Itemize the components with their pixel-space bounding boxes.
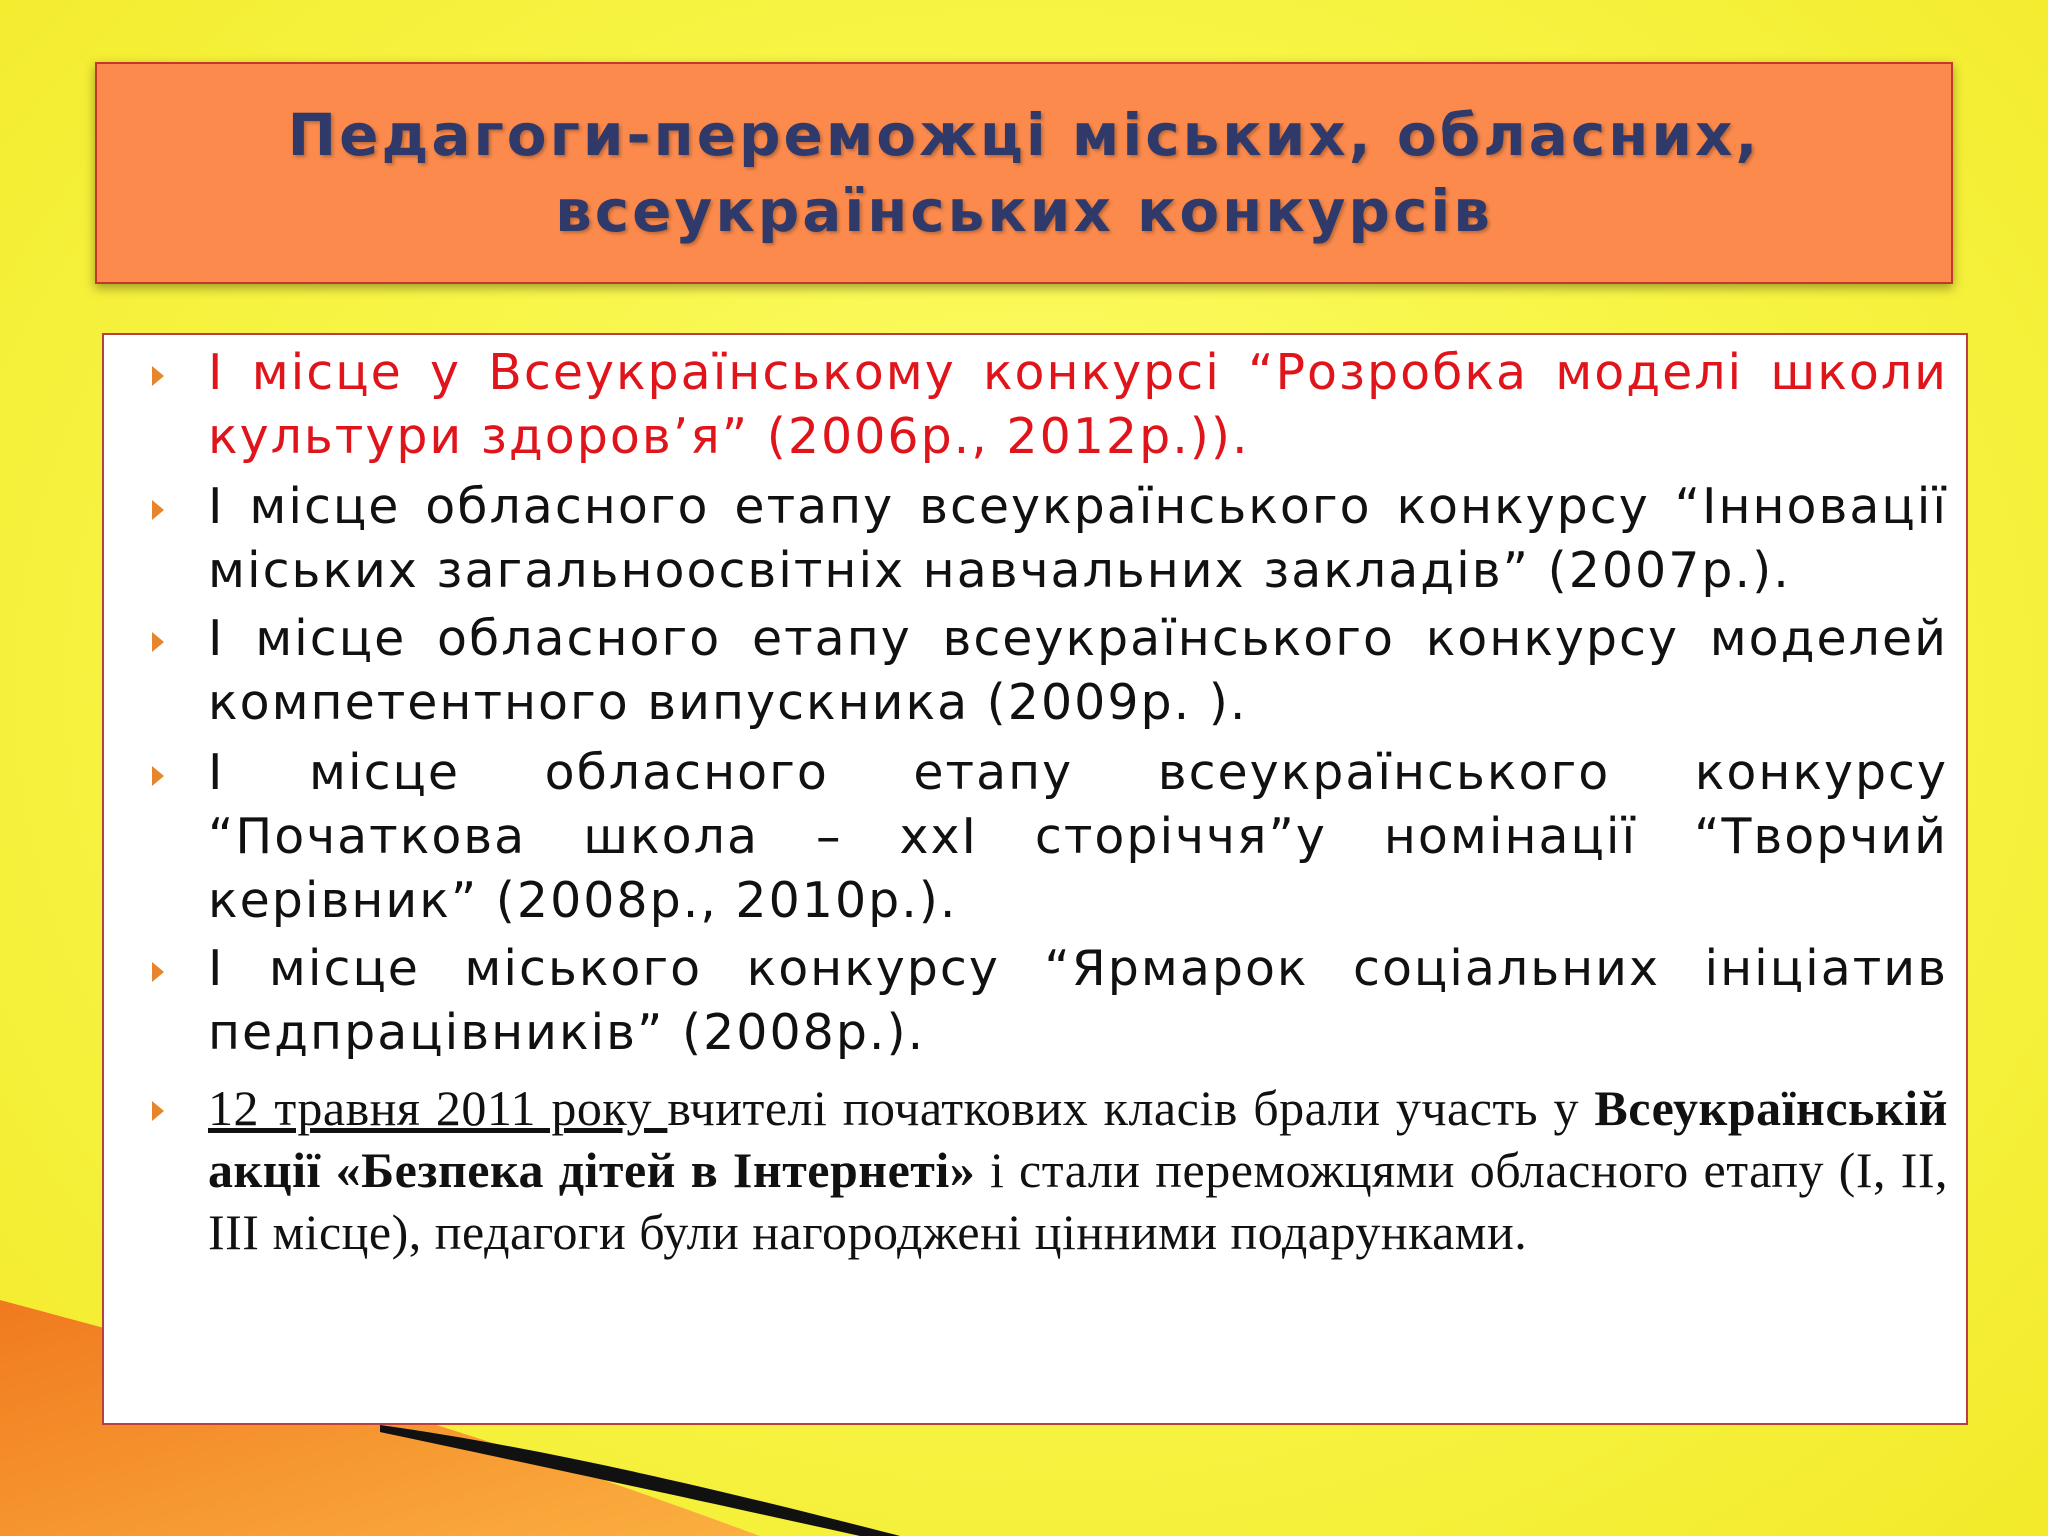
list-item-text: І місце міського конкурсу “Ярмарок соціальних ініціатив педпрацівників” (2008р.). bbox=[208, 940, 1948, 1061]
bullet-arrow-icon bbox=[152, 366, 164, 386]
list-item-text: І місце у Всеукраїнському конкурсі “Розробка моделі школи культури здоров’я” (2006р., 2012р.)). bbox=[208, 344, 1948, 465]
event-date: 12 травня 2011 року bbox=[208, 1080, 668, 1136]
slide-title bbox=[288, 97, 1761, 249]
slide-title-line2: всеукраїнських конкурсів bbox=[555, 177, 1493, 245]
list-item-text bbox=[208, 1077, 1948, 1263]
bullet-arrow-icon bbox=[152, 632, 164, 652]
title-box bbox=[95, 62, 1953, 284]
content-box bbox=[102, 333, 1968, 1425]
campaign-name: Всеукраїнській акції «Безпека дітей в Інтернеті» bbox=[208, 1080, 1948, 1198]
bullet-arrow-icon bbox=[152, 1101, 164, 1121]
list-item-text: І місце обласного етапу всеукраїнського конкурсу “Інновації міських загальноосвітніх навчальних закладів” (2007р.). bbox=[208, 478, 1948, 599]
list-item-text: І місце обласного етапу всеукраїнського конкурсу моделей компетентного випускника (2009р. ). bbox=[208, 610, 1948, 731]
bullet-arrow-icon bbox=[152, 766, 164, 786]
bullet-arrow-icon bbox=[152, 962, 164, 982]
bullet-arrow-icon bbox=[152, 500, 164, 520]
list-item-text-part: і стали переможцями обласного етапу (І, ІІ, ІІІ місце), педагоги були нагороджені цінними подарунками. bbox=[208, 1142, 1948, 1260]
slide-title-line1: Педагоги-переможці міських, обласних, bbox=[287, 101, 1761, 169]
list-item-text-part: вчителі початкових класів брали участь у bbox=[667, 1080, 1595, 1136]
list-item-text: І місце обласного етапу всеукраїнського конкурсу “Початкова школа – ххІ сторіччя”у номінації “Творчий керівник” (2008р., 2010р.). bbox=[208, 744, 1948, 929]
